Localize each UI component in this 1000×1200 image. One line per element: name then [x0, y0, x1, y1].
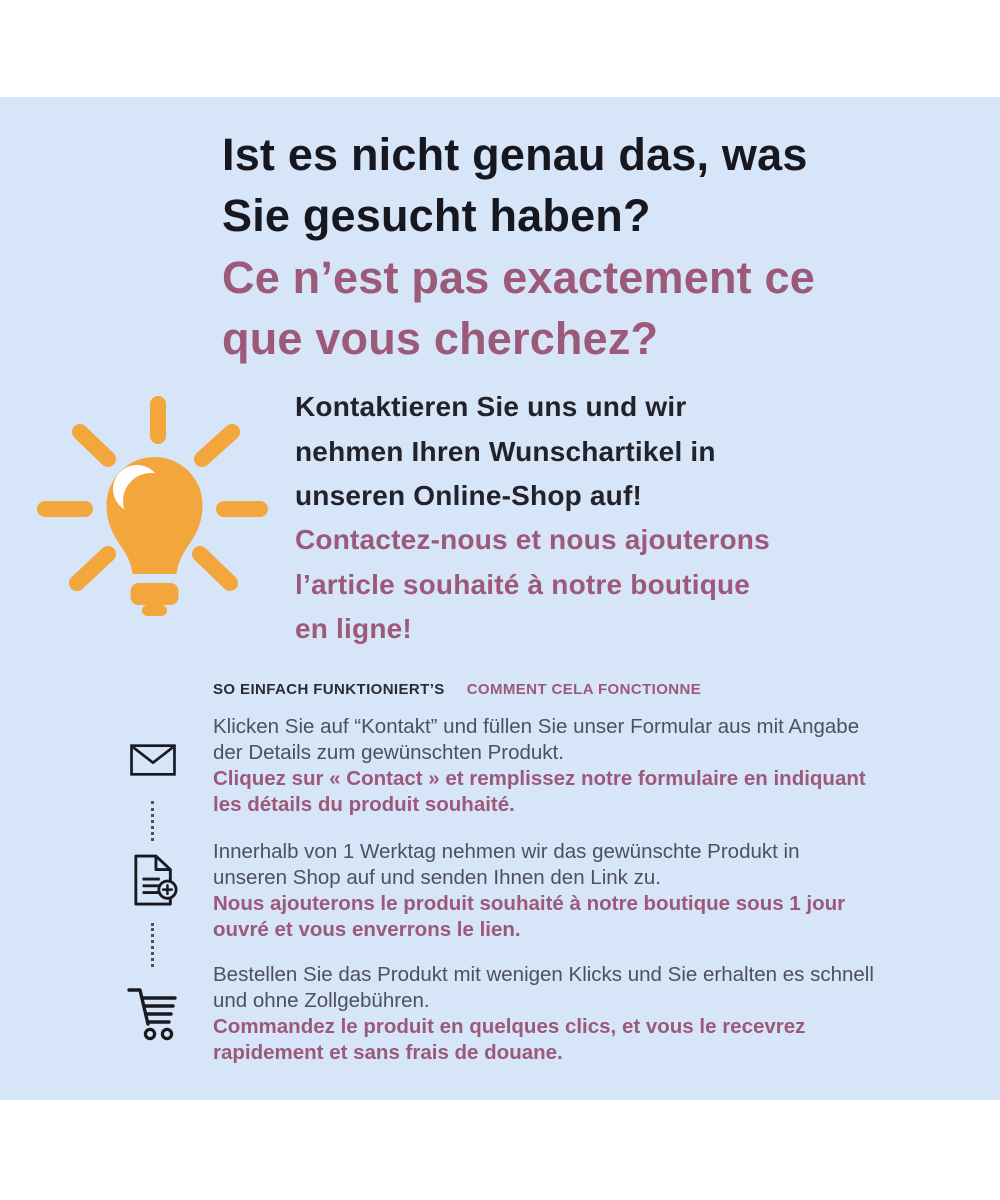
step-1-fr-line: les détails du produit souhaité.	[213, 792, 515, 816]
step-2-text-de	[213, 839, 799, 890]
heading-french-line: Ce n’est pas exactement ce	[222, 252, 815, 303]
step-3-text-de	[213, 962, 874, 1013]
intro-german-line: unseren Online-Shop auf!	[295, 480, 643, 511]
document-add-icon	[132, 854, 178, 908]
intro-french-line: en ligne!	[295, 613, 412, 644]
step-1-fr-line: Cliquez sur « Contact » et remplissez notre formulaire en indiquant	[213, 767, 866, 790]
heading-german	[222, 124, 808, 246]
step-connector	[151, 801, 154, 841]
step-2-de-line: Innerhalb von 1 Werktag nehmen wir das gewünschte Produkt in	[213, 840, 800, 863]
envelope-icon	[129, 743, 177, 777]
step-1-de-line: Klicken Sie auf “Kontakt” und füllen Sie unser Formular aus mit Angabe	[213, 715, 860, 738]
step-connector	[151, 923, 154, 967]
heading-german-line: Ist es nicht genau das, was	[222, 129, 808, 180]
how-it-works-label-de: SO EINFACH FUNKTIONIERT’S	[213, 681, 445, 698]
lightbulb-icon	[30, 380, 270, 625]
step-2-text-fr	[213, 891, 845, 942]
step-3-fr-line: rapidement et sans frais de douane.	[213, 1040, 563, 1064]
intro-german	[295, 385, 716, 519]
heading-french	[222, 247, 815, 369]
step-2-de-line: unseren Shop auf und senden Ihnen den Link zu.	[213, 865, 661, 889]
step-1-de-line: der Details zum gewünschten Produkt.	[213, 740, 564, 764]
intro-french-line: l’article souhaité à notre boutique	[295, 568, 751, 600]
intro-french-line: Contactez-nous et nous ajouterons	[295, 524, 770, 555]
step-3-text-fr	[213, 1014, 805, 1065]
step-1-text-de	[213, 714, 859, 765]
cart-icon	[126, 984, 178, 1042]
step-3-de-line: und ohne Zollgebühren.	[213, 988, 430, 1012]
how-it-works-header	[213, 681, 701, 698]
step-1-text-fr	[213, 766, 866, 817]
step-3-de-line: Bestellen Sie das Produkt mit wenigen Klicks und Sie erhalten es schnell	[213, 963, 874, 986]
step-2-fr-line: Nous ajouterons le produit souhaité à notre boutique sous 1 jour	[213, 892, 846, 915]
heading-german-line: Sie gesucht haben?	[222, 190, 651, 241]
how-it-works-label-fr: COMMENT CELA FONCTIONNE	[466, 681, 702, 698]
intro-german-line: nehmen Ihren Wunschartikel in	[295, 435, 716, 467]
intro-french	[295, 518, 770, 652]
step-3-fr-line: Commandez le produit en quelques clics, et vous le recevrez	[213, 1015, 806, 1038]
step-2-fr-line: ouvré et vous enverrons le lien.	[213, 917, 521, 941]
heading-french-line: que vous cherchez?	[222, 313, 659, 364]
intro-german-line: Kontaktieren Sie uns und wir	[295, 391, 687, 422]
